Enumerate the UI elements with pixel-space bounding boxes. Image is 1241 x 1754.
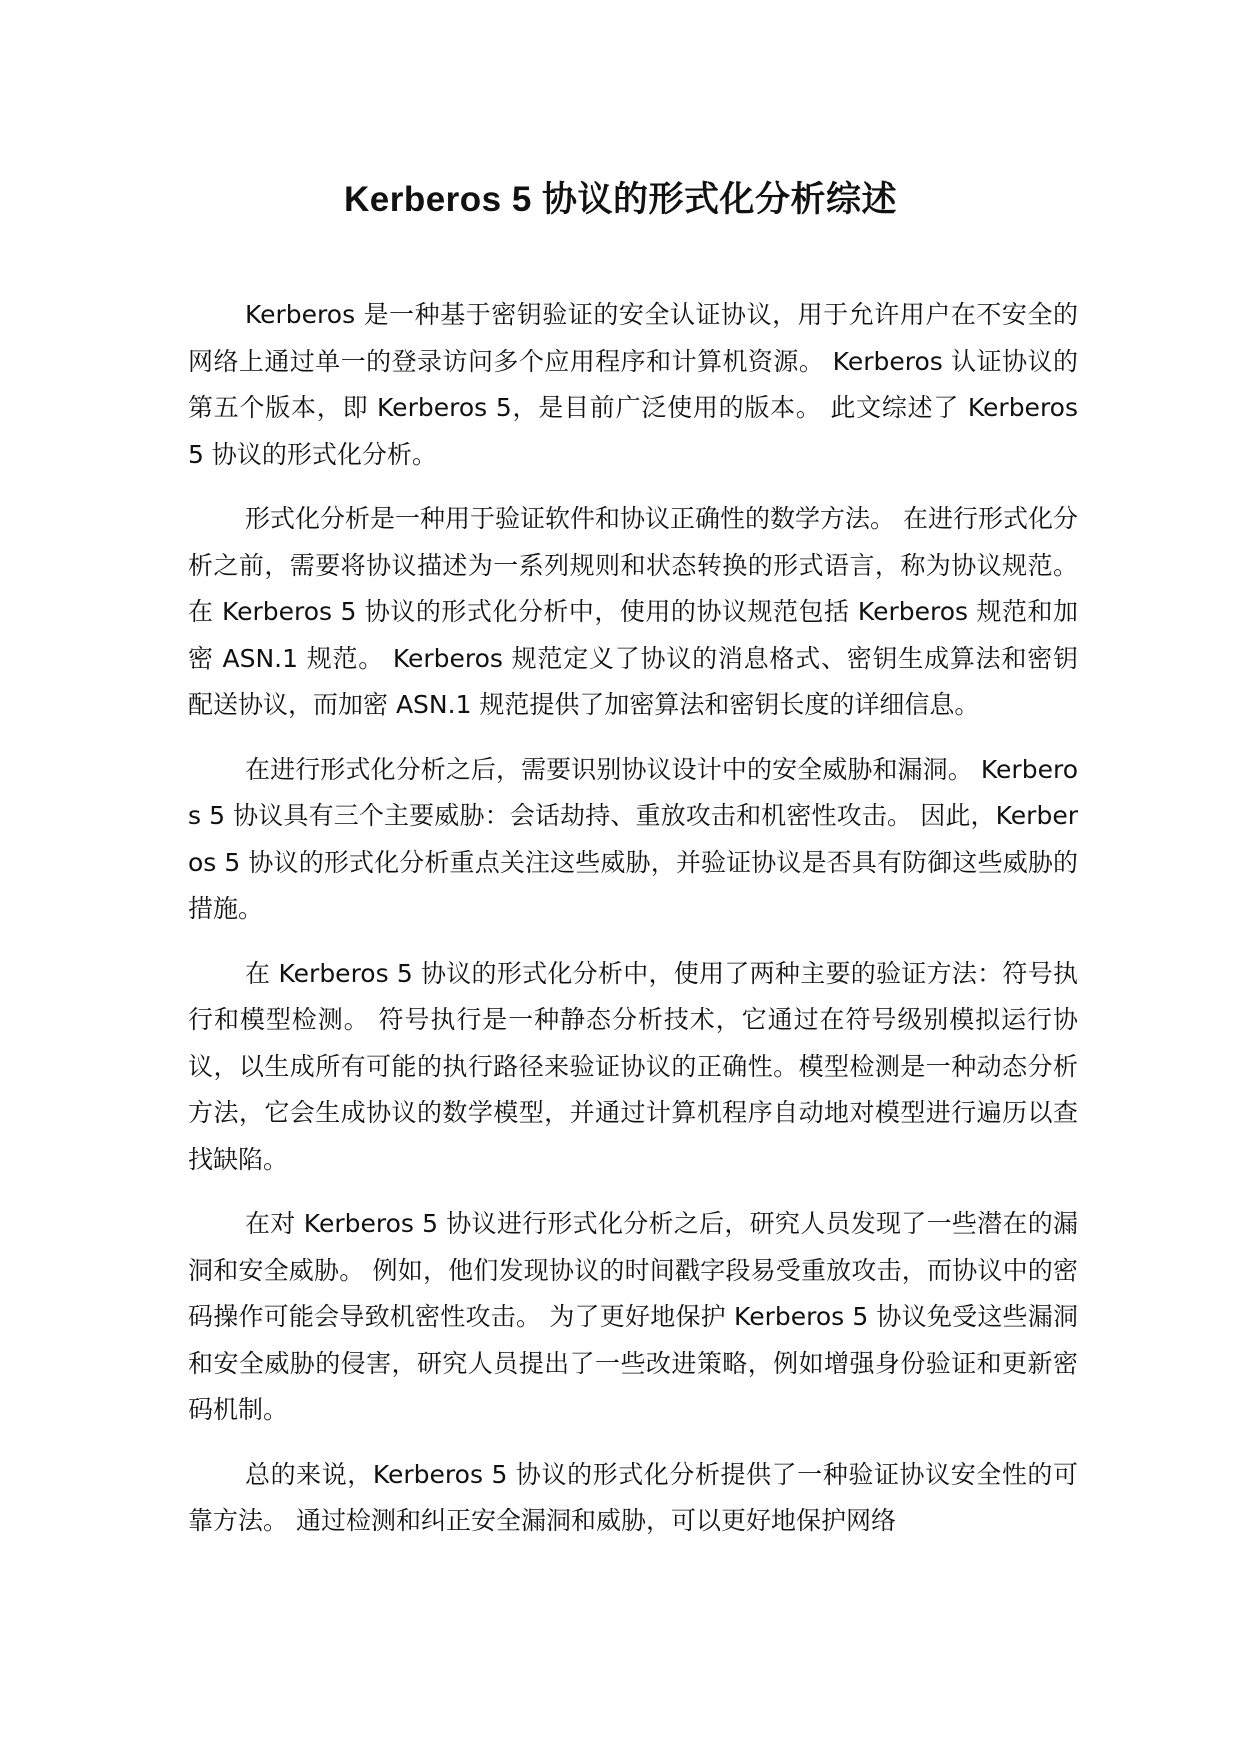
paragraph-threats: 在进行形式化分析之后，需要识别协议设计中的安全威胁和漏洞。 Kerberos 5 协议具有三个主要威胁：会话劫持、重放攻击和机密性攻击。 因此，Kerberos 5 协议的形式化分析重点关注这些威胁，并验证协议是否具有防御这些威胁的措施。 bbox=[188, 754, 1078, 923]
paragraph-intro: Kerberos 是一种基于密钥验证的安全认证协议，用于允许用户在不安全的网络上通过单一的登录访问多个应用程序和计算机资源。 Kerberos 认证协议的第五个版本，即 Kerberos 5，是目前广泛使用的版本。 此文综述了 Kerberos 5 协议的形式化分析。 bbox=[188, 300, 1078, 469]
document-body bbox=[188, 292, 1078, 1563]
paragraph-findings: 在对 Kerberos 5 协议进行形式化分析之后，研究人员发现了一些潜在的漏洞和安全威胁。 例如，他们发现协议的时间戳字段易受重放攻击，而协议中的密码操作可能会导致机密性攻击。 为了更好地保护 Kerberos 5 协议免受这些漏洞和安全威胁的侵害，研究人员提出了一些改进策略，例如增强身份验证和更新密码机制。 bbox=[188, 1209, 1078, 1424]
paragraph-conclusion: 总的来说，Kerberos 5 协议的形式化分析提供了一种验证协议安全性的可靠方法。 通过检测和纠正安全漏洞和威胁，可以更好地保护网络 bbox=[188, 1459, 1078, 1535]
paragraph-methods: 在 Kerberos 5 协议的形式化分析中，使用了两种主要的验证方法：符号执行和模型检测。 符号执行是一种静态分析技术，它通过在符号级别模拟运行协议，以生成所有可能的执行路径来验证协议的正确性。模型检测是一种动态分析方法，它会生成协议的数学模型，并通过计算机程序自动地对模型进行遍历以查找缺陷。 bbox=[188, 958, 1078, 1174]
document-title: Kerberos 5 协议的形式化分析综述 bbox=[343, 180, 898, 219]
paragraph-formal-analysis: 形式化分析是一种用于验证软件和协议正确性的数学方法。 在进行形式化分析之前，需要将协议描述为一系列规则和状态转换的形式语言，称为协议规范。 在 Kerberos 5 协议的形式化分析中，使用的协议规范包括 Kerberos 规范和加密 ASN.1 规范。 Kerberos 规范定义了协议的消息格式、密钥生成算法和密钥配送协议，而加密 ASN.1 规范提供了加密算法和密钥长度的详细信息。 bbox=[188, 504, 1078, 719]
